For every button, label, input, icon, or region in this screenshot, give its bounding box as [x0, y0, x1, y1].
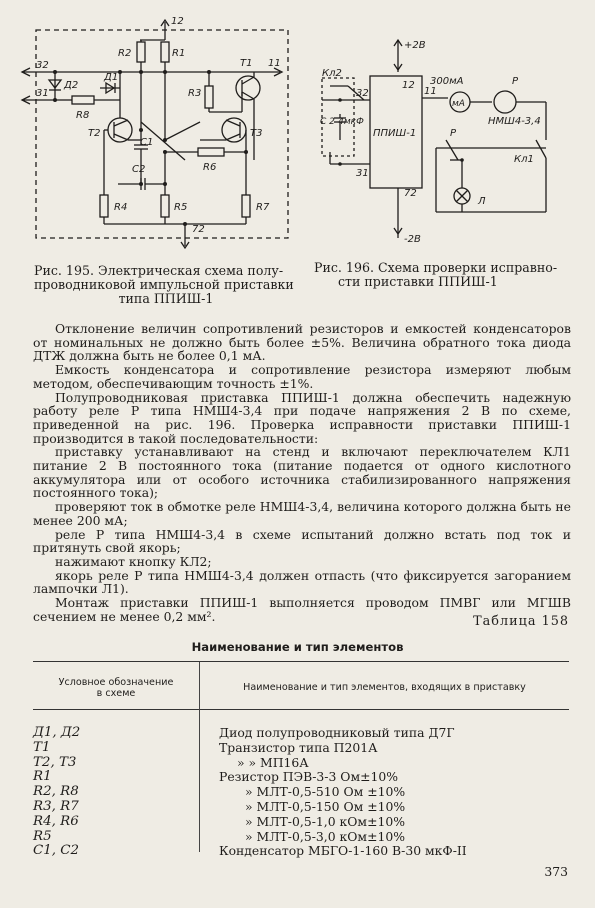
label-plus-2v: +2В: [404, 40, 426, 51]
label-relay: НМШ4-3,4: [488, 116, 541, 127]
label-minus-2v: -2В: [404, 234, 421, 245]
label-box: ППИШ-1: [373, 128, 417, 139]
paragraph: якорь реле Р типа НМШ4-3,4 должен отпасть (что фиксируется загоранием лампочки Л1).: [33, 567, 571, 597]
label-n12: 12: [402, 80, 415, 91]
label-kl1: Кл1: [514, 154, 534, 165]
table-cell: R3, R7: [33, 798, 79, 814]
label-n31: 31: [356, 168, 369, 179]
paragraph: Монтаж приставки ППИШ-1 выполняется проводом ПМВГ или МГШВ сечением не менее 0,2 мм².: [33, 595, 571, 624]
table-cell: R1: [33, 769, 52, 785]
table-number: Таблица 158: [473, 614, 569, 629]
label-n31: 31: [36, 88, 49, 99]
paragraph: приставку устанавливают на стенд и включают переключателем КЛ1 питание 2 В постоянного тока (питание подается от одного кислотного аккумулятора или от особого источника стабилизированного напряжения постоянного тока);: [33, 444, 571, 501]
label-kl2: Кл2: [322, 68, 342, 79]
table-cell: С1, С2: [33, 843, 80, 859]
table-cell: » МЛТ-0,5-510 Ом ±10%: [245, 784, 406, 800]
paragraph: Емкость конденсатора и сопротивление резистора измеряют любым методом, обеспечивающим точность ±1%.: [33, 362, 571, 391]
label-n11: 11: [268, 58, 281, 69]
caption-196-line-1: Рис. 196. Схема проверки исправно-: [314, 260, 558, 275]
table-cell: R4, R6: [33, 813, 79, 829]
table-cell: Д1, Д2: [33, 725, 81, 740]
caption-figure-195: [34, 264, 298, 306]
label-r3: R3: [188, 88, 202, 99]
caption-195-line-1: Рис. 195. Электрическая схема полу-: [34, 263, 284, 278]
header-col1-line-2: в схеме: [96, 688, 136, 699]
table-cell: » МЛТ-0,5-1,0 кОм±10%: [245, 813, 405, 829]
paragraph: Отклонение величин сопротивлений резисторов и емкостей конденсаторов от номинальных не должно быть более ±5%. Величина обратного тока диода ДТЖ должна быть не более 0,1 мА.: [33, 321, 571, 364]
label-r5: R5: [174, 202, 188, 213]
paragraph: проверяют ток в обмотке реле НМШ4-3,4, величина которого должна быть не менее 200 мА;: [33, 499, 571, 528]
table-title: Наименование и тип элементов: [191, 640, 404, 654]
table-cell: Т1: [33, 739, 51, 755]
caption-196-line-2: сти приставки ППИШ-1: [338, 274, 498, 289]
caption-195-line-2: проводниковой импульсной приставки: [34, 277, 294, 292]
label-n32: 32: [356, 88, 369, 99]
table-header-col1: [33, 677, 199, 699]
label-d1: Д1: [104, 72, 119, 83]
paragraph: нажимают кнопку КЛ2;: [55, 553, 212, 569]
paragraph: реле Р типа НМШ4-3,4 в схеме испытаний должно встать под ток и притянуть свой якорь;: [33, 526, 571, 556]
label-capacitor: С 2-4мкФ: [320, 117, 364, 127]
label-n72: 72: [192, 224, 205, 235]
label-c2: C2: [132, 164, 146, 175]
table-col-designations: [33, 726, 80, 859]
table-cell: R2, R8: [33, 784, 79, 800]
label-r1: R1: [172, 48, 186, 59]
label-n32: 32: [36, 60, 49, 71]
label-p1: Р: [512, 76, 519, 87]
table-cell: Т2, Т3: [33, 754, 77, 770]
body-text: [33, 322, 571, 623]
table-cell: Конденсатор МБГО-1-160 В-30 мкФ-II: [219, 843, 467, 859]
table-cell: » МЛТ-0,5-3,0 кОм±10%: [245, 828, 405, 844]
header-col1-line-1: Условное обозначение: [58, 677, 174, 688]
paragraph: Полупроводниковая приставка ППИШ-1 должна обеспечить надежную работу реле Р типа НМШ4-3,4 при подаче напряжения 2 В по схеме, приведенной на рис. 196. Проверка исправности приставки ППИШ-1 производится в такой последовательности:: [33, 389, 571, 446]
table-header-col2: Наименование и тип элементов, входящих в приставку: [243, 682, 526, 693]
label-r4: R4: [114, 202, 128, 213]
label-current: 300мА: [430, 76, 464, 87]
label-c1: C1: [140, 137, 154, 148]
label-d2: Д2: [64, 80, 79, 91]
label-r8: R8: [76, 110, 90, 121]
caption-figure-196: [314, 261, 576, 289]
table-header-rule: [33, 709, 569, 710]
caption-195-line-3: типа ППИШ-1: [118, 291, 214, 306]
label-r6: R6: [203, 162, 217, 173]
label-r7: R7: [256, 202, 270, 213]
table-col-names: [219, 726, 467, 859]
label-r2: R2: [118, 48, 132, 59]
label-n72: 72: [404, 188, 417, 199]
page-number: 373: [544, 864, 568, 879]
label-t1: T1: [240, 58, 253, 69]
label-p2: Р: [450, 128, 457, 139]
table-cell: » » МП16А: [237, 754, 309, 770]
table-cell: » МЛТ-0,5-150 Ом ±10%: [245, 798, 406, 814]
table-cell: Резистор ПЭВ-3-3 Ом±10%: [219, 769, 398, 785]
label-n12: 12: [171, 16, 184, 27]
label-t2: T2: [88, 128, 101, 139]
table-cell: R5: [33, 828, 52, 844]
figure-195-schematic: [0, 0, 300, 258]
label-lamp: Л: [478, 196, 486, 207]
label-t3: T3: [250, 128, 263, 139]
table-cell: Транзистор типа П201А: [219, 739, 378, 755]
figure-196-schematic: [300, 0, 595, 258]
label-ma: мА: [452, 99, 465, 109]
label-n11: 11: [424, 86, 437, 97]
table-cell: Диод полупроводниковый типа Д7Г: [219, 725, 455, 740]
table-top-rule: [33, 661, 569, 662]
